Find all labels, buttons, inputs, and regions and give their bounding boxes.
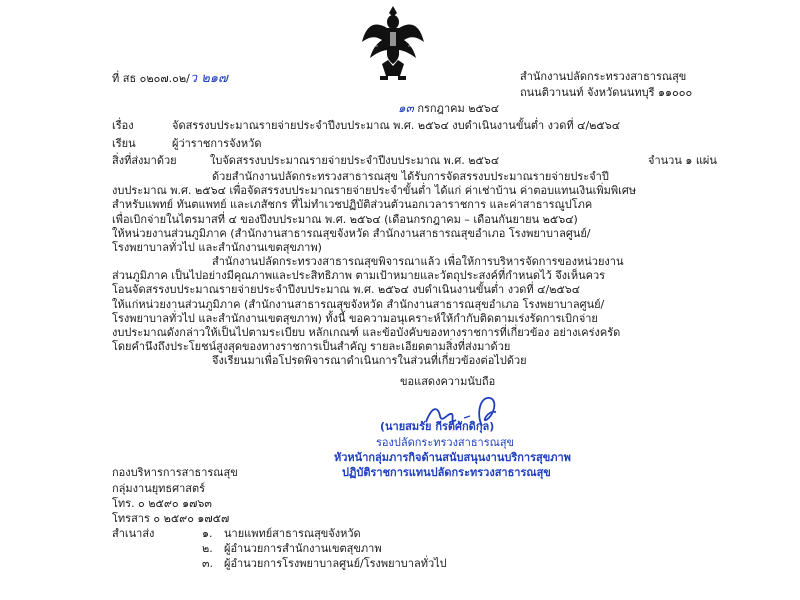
paragraph-line: โอนจัดสรรงบประมาณรายจ่ายประจำปีงบประมาณ พ.ศ. ๒๕๖๔ งบดำเนินงานขั้นต่ำ งวดที่ ๔/๒๕๖๔	[112, 283, 581, 297]
paragraph-1	[112, 170, 636, 255]
paragraph-line: ให้หน่วยงานส่วนภูมิภาค (สำนักงานสาธารณสุขจังหวัด สำนักงานสาธารณสุขอำเภอ โรงพยาบาลศูนย์/	[112, 226, 591, 240]
paragraph-line: สำนักงานปลัดกระทรวงสาธารณสุขพิจารณาแล้ว เพื่อให้การบริหารจัดการของหน่วยงาน	[212, 255, 624, 268]
cc-item-number: ๓.	[202, 557, 214, 570]
cc-item-number: ๒.	[202, 542, 213, 555]
enclosure-label: สิ่งที่ส่งมาด้วย	[112, 154, 177, 167]
enclosure-count: จำนวน ๑ แผ่น	[648, 154, 717, 167]
signer-title-1: รองปลัดกระทรวงสาธารณสุข	[376, 436, 515, 449]
paragraph-line: สำหรับแพทย์ ทันตแพทย์ และเภสัชกร ที่ไม่ทำเวชปฏิบัติส่วนตัวนอกเวลาราชการ และค่าสาธารณูปโภค	[112, 198, 593, 212]
office-phone: โทร. ๐ ๒๕๙๐ ๑๗๖๓	[112, 497, 212, 510]
date-month-year: กรกฎาคม ๒๕๖๔	[417, 102, 500, 115]
date-day-handwritten: ๑๓	[398, 101, 414, 115]
reference-number-prefix: ที่ สธ ๐๒๐๗.๐๒/	[112, 72, 190, 85]
subject-label: เรื่อง	[112, 119, 134, 132]
paragraph-line: จึงเรียนมาเพื่อโปรดพิจารณาดำเนินการในส่วนที่เกี่ยวข้องต่อไปด้วย	[212, 354, 527, 367]
paragraph-line: เพื่อเบิกจ่ายในไตรมาสที่ ๔ ของปีงบประมาณ พ.ศ. ๒๕๖๔ (เดือนกรกฎาคม – เดือนกันยายน ๒๕๖๔)	[112, 212, 578, 226]
signer-title-2: หัวหน้ากลุ่มภารกิจด้านสนับสนุนงานบริการสุขภาพ	[334, 451, 571, 464]
cc-item-text: ผู้อำนวยการโรงพยาบาลศูนย์/โรงพยาบาลทั่วไป	[224, 557, 447, 570]
paragraph-2	[112, 255, 624, 354]
addressee-label: เรียน	[112, 137, 136, 150]
letter-date	[398, 101, 499, 116]
cc-item	[202, 557, 447, 571]
cc-item-text: ผู้อำนวยการสำนักงานเขตสุขภาพ	[224, 542, 382, 555]
signer-name: (นายสมรัย กีรติศักดิกุล)	[380, 420, 495, 433]
addressee-text: ผู้ว่าราชการจังหวัด	[172, 137, 262, 150]
paragraph-line: ส่วนภูมิภาค เป็นไปอย่างมีคุณภาพและประสิทธิภาพ ตามเป้าหมายและวัตถุประสงค์ที่กำหนดไว้ จึงเห็นควร	[112, 269, 606, 283]
reference-number	[112, 72, 228, 86]
paragraph-line: ให้แก่หน่วยงานส่วนภูมิภาค (สำนักงานสาธารณสุขจังหวัด สำนักงานสาธารณสุขอำเภอ โรงพยาบาลศูนย์/	[112, 297, 605, 311]
garuda-emblem-icon	[360, 2, 426, 82]
cc-item-text: นายแพทย์สาธารณสุขจังหวัด	[224, 527, 361, 540]
issuer-address: ถนนติวานนท์ จังหวัดนนทบุรี ๑๑๐๐๐	[520, 86, 693, 99]
office-fax: โทรสาร ๐ ๒๕๙๐ ๑๗๕๗	[112, 512, 230, 525]
paragraph-line: ด้วยสำนักงานปลัดกระทรวงสาธารณสุข ได้รับการจัดสรรงบประมาณรายจ่ายประจำปี	[212, 170, 609, 183]
paragraph-line: โดยคำนึงถึงประโยชน์สูงสุดของทางราชการเป็นสำคัญ รายละเอียดตามสิ่งที่ส่งมาด้วย	[112, 340, 511, 354]
office-name: กองบริหารการสาธารณสุข	[112, 466, 238, 479]
paragraph-line: งบประมาณดังกล่าวให้เป็นไปตามระเบียบ หลักเกณฑ์ และข้อบังคับของทางราชการที่เกี่ยวข้อง อย่างเคร่งครัด	[112, 325, 621, 339]
paragraph-line: โรงพยาบาลทั่วไป และสำนักงานเขตสุขภาพ)	[112, 240, 322, 254]
paragraph-line: โรงพยาบาลทั่วไป และสำนักงานเขตสุขภาพ) ทั้งนี้ ขอความอนุเคราะห์ให้กำกับติดตามเร่งรัดการเบิกจ่าย	[112, 311, 598, 325]
cc-item-number: ๑.	[202, 527, 213, 540]
reference-number-handwritten: ว ๒๑๗	[189, 71, 228, 86]
signer-title-3: ปฏิบัติราชการแทนปลัดกระทรวงสาธารณสุข	[342, 466, 551, 479]
cc-label: สำเนาส่ง	[112, 527, 155, 540]
closing-phrase: ขอแสดงความนับถือ	[400, 375, 496, 388]
paragraph-line: งบประมาณ พ.ศ. ๒๕๖๔ เพื่อจัดสรรงบประมาณรายจ่ายประจำขั้นต่ำ ได้แก่ ค่าเช่าบ้าน ค่าตอบแทนเงินเพิ่มพิเศษ	[112, 184, 637, 198]
enclosure-text: ใบจัดสรรงบประมาณรายจ่ายประจำปีงบประมาณ พ.ศ. ๒๕๖๔	[210, 154, 500, 167]
cc-item	[202, 542, 382, 556]
issuer-name: สำนักงานปลัดกระทรวงสาธารณสุข	[520, 70, 687, 83]
paragraph-3	[212, 354, 527, 368]
subject-text: จัดสรรงบประมาณรายจ่ายประจำปีงบประมาณ พ.ศ. ๒๕๖๔ งบดำเนินงานขั้นต่ำ งวดที่ ๔/๒๕๖๔	[172, 119, 621, 132]
office-unit: กลุ่มงานยุทธศาสตร์	[112, 482, 206, 495]
cc-item	[202, 527, 361, 541]
